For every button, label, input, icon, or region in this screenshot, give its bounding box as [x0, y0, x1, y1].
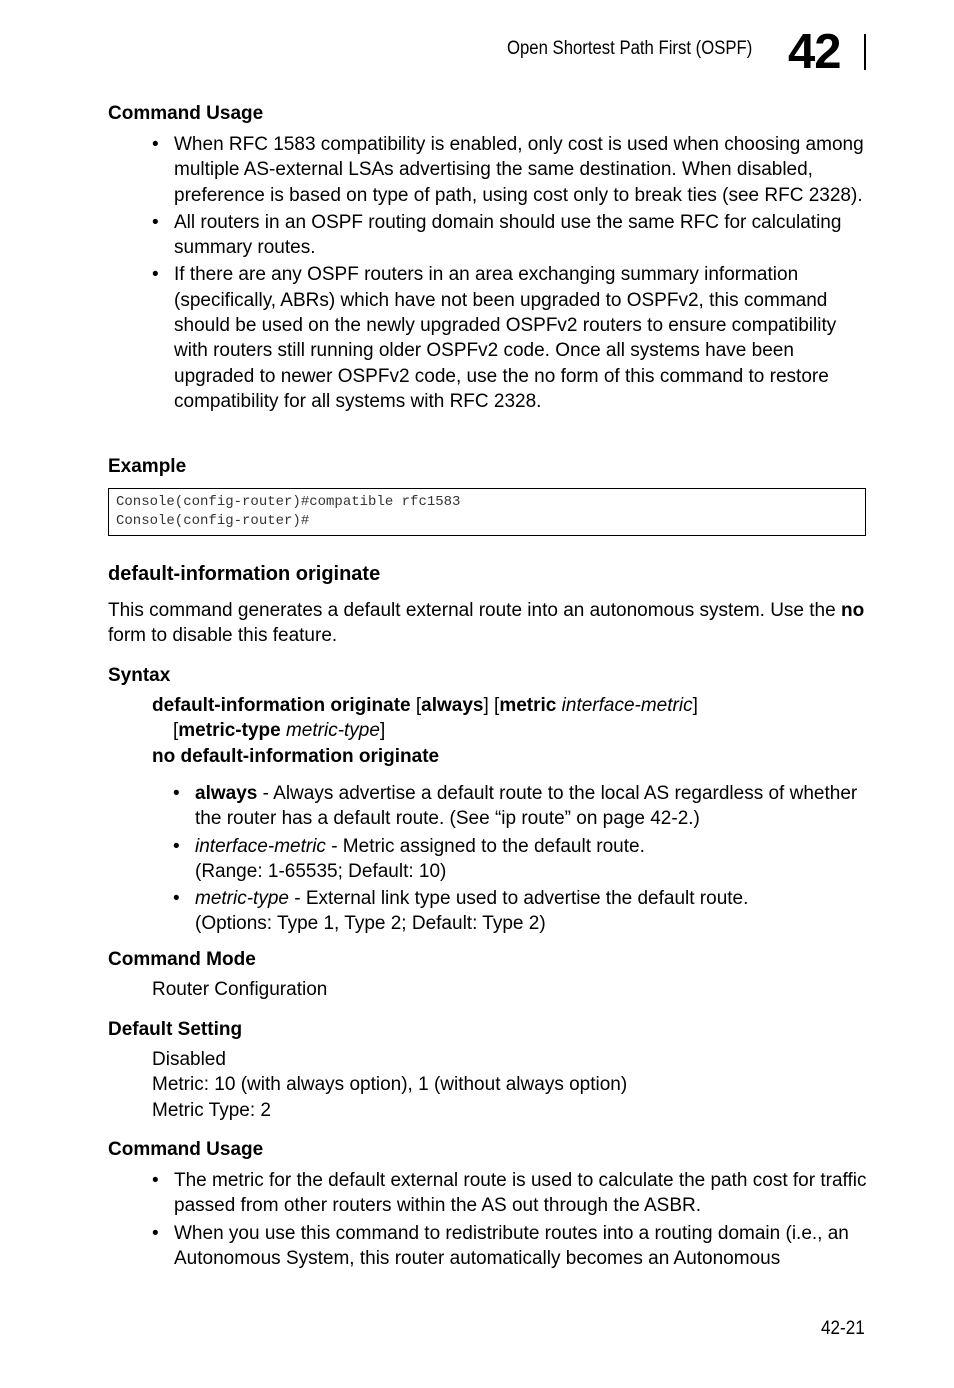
syntax-heading: Syntax: [108, 665, 171, 686]
list-item: • If there are any OSPF routers in an area exchanging summary information (specifically, ABRs) which have not been upgraded to OSPFv2, this command should be used on the newly upgraded OSPFv2 routers to ensure compatibility with routers still running older OSPFv2 code. Once all systems have been upgraded to newer OSPFv2 code, use the no form of this command to restore compatibility for all systems with RFC 2328.: [152, 264, 837, 412]
code-line: Console(config-router)#: [116, 513, 310, 529]
list-item: • metric-type - External link type used to advertise the default route. (Options: Type 1, Type 2; Default: Type 2): [173, 888, 749, 935]
syntax-line: default-information originate [always] [metric interface-metric]: [152, 695, 698, 716]
command-usage-heading: Command Usage: [108, 103, 264, 124]
syntax-no-form: no default-information originate: [152, 746, 440, 767]
command-usage-heading: Command Usage: [108, 1139, 264, 1160]
command-mode-heading: Command Mode: [108, 949, 256, 970]
chapter-number: 42: [788, 25, 841, 79]
command-mode-value: Router Configuration: [152, 979, 328, 1000]
list-item: • All routers in an OSPF routing domain should use the same RFC for calculating summary routes.: [152, 211, 842, 259]
list-item: • The metric for the default external route is used to calculate the path cost for traffic passed from other routers within the AS out through the ASBR.: [152, 1170, 867, 1217]
command-usage-list: [152, 132, 870, 416]
syntax-line: [metric-type metric-type]: [173, 720, 386, 741]
example-heading: Example: [108, 456, 187, 477]
code-example-box: [108, 488, 866, 536]
list-item: • When RFC 1583 compatibility is enabled, only cost is used when choosing among multiple AS-external LSAs advertising the same destination. When disabled, preference is based on type of path, using cost only to break ties (see RFC 2328).: [152, 134, 864, 206]
command-title: default-information originate: [108, 563, 381, 585]
syntax-parameter-list: [173, 781, 863, 939]
code-line: Console(config-router)#compatible rfc1583: [116, 494, 461, 510]
default-setting-heading: Default Setting: [108, 1019, 243, 1040]
command-description: This command generates a default external route into an autonomous system. Use the no form to disable this feature.: [108, 600, 865, 647]
chapter-divider: [864, 34, 866, 70]
default-setting-line: Metric Type: 2: [152, 1099, 271, 1121]
default-setting-line: Metric: 10 (with always option), 1 (without always option): [152, 1074, 628, 1096]
command-usage-list: [152, 1168, 870, 1273]
default-setting-values: [152, 1047, 627, 1123]
page-number: 42-21: [821, 1318, 865, 1339]
running-title: Open Shortest Path First (OSPF): [507, 38, 753, 59]
default-setting-line: Disabled: [152, 1049, 226, 1070]
list-item: • interface-metric - Metric assigned to the default route. (Range: 1-65535; Default: 10): [173, 835, 645, 882]
list-item: • always - Always advertise a default route to the local AS regardless of whether the router has a default route. (See “ip route” on page 42-2.): [173, 783, 858, 830]
list-item: • When you use this command to redistribute routes into a routing domain (i.e., an Autonomous System, this router automatically becomes an Autonomous: [152, 1222, 849, 1269]
